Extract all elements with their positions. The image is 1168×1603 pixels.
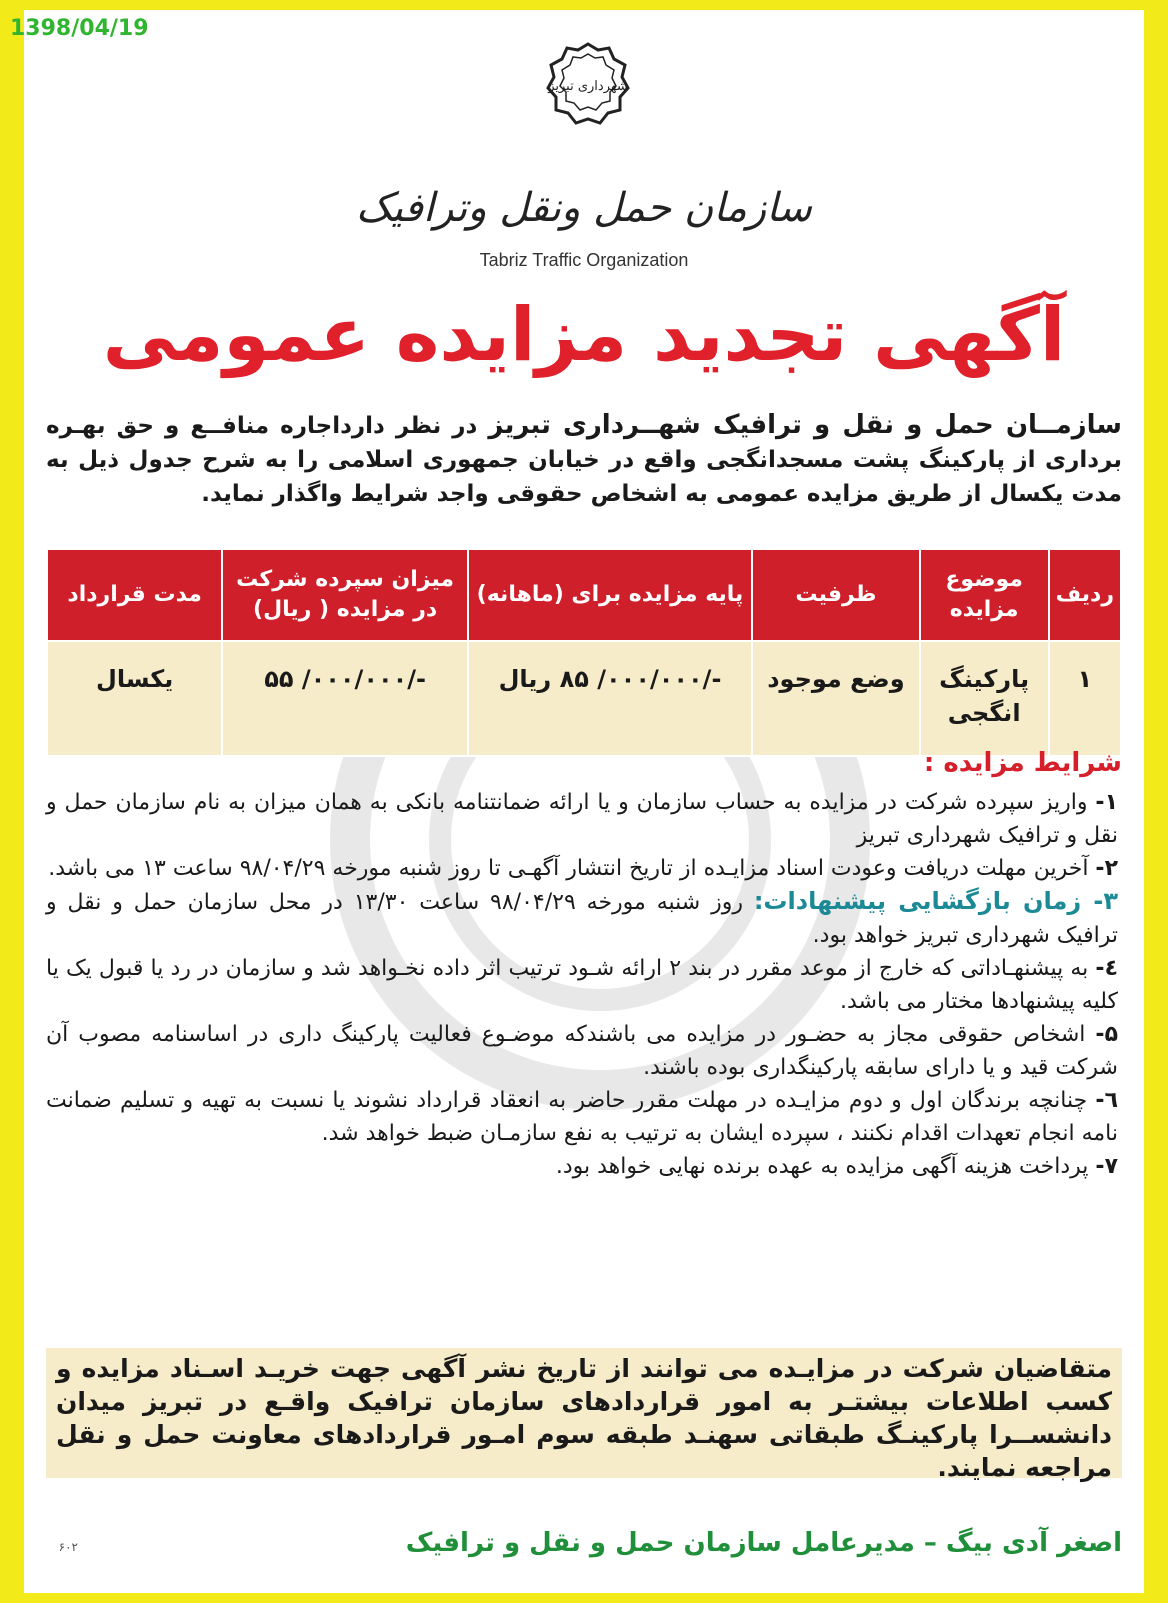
signature: اصغر آدی بیگ – مدیرعامل سازمان حمل و نقل و ترافیک bbox=[405, 1528, 1122, 1558]
condition-text: اشخاص حقوقی مجاز به حضـور در مزایده می باشندکه موضـوع فعالیت پارکینگ داری در اساسنامه مصوب آن شرکت قید و یا دارای سابقه پارکینگداری بوده باشند. bbox=[46, 1022, 1118, 1080]
cell-base-price: -/۰۰۰/۰۰۰/ ۸۵ ریال bbox=[468, 641, 752, 756]
condition-item bbox=[46, 852, 1122, 885]
condition-number: ٤- bbox=[1095, 956, 1118, 981]
ad-code: ۶۰۲ bbox=[58, 1540, 78, 1554]
condition-number: ٦- bbox=[1095, 1088, 1118, 1113]
condition-number: ۳- bbox=[1093, 887, 1118, 915]
condition-number: ۵- bbox=[1095, 1022, 1118, 1047]
condition-text: روز شنبه مورخه ۹۸/۰۴/۲۹ ساعت ۱۳/۳۰ در محل سازمان حمل و نقل و ترافیک شهرداری تبریز خواهد بود. bbox=[46, 890, 1118, 948]
condition-text: پرداخت هزینه آگهی مزایده به عهده برنده نهایی خواهد بود. bbox=[555, 1154, 1096, 1179]
cell-duration: یکسال bbox=[47, 641, 222, 756]
org-name-fa: سازمان حمل ونقل وترافیک bbox=[356, 185, 812, 231]
condition-highlight: زمان بازگشایی پیشنهادات: bbox=[753, 887, 1094, 915]
organization-logo bbox=[0, 40, 1168, 270]
condition-item bbox=[46, 1150, 1122, 1183]
tabriz-emblem-icon bbox=[546, 40, 630, 134]
header-base-price: پایه مزایده برای (ماهانه) bbox=[468, 549, 752, 641]
condition-item bbox=[46, 1084, 1122, 1150]
header-duration: مدت قرارداد bbox=[47, 549, 222, 641]
condition-text: چنانچه برندگان اول و دوم مزایـده در مهلت مقرر حاضر به انعقاد قرارداد نشوند یا نسبت به تهیه و تسلیم ضمانت نامه انجام تعهدات اقدام نکنند ، سپرده ایشان به ترتیب به نفع سازمـان ضبط خواهد شد. bbox=[46, 1088, 1118, 1146]
condition-item bbox=[46, 952, 1122, 1018]
conditions-title: شرایط مزایده : bbox=[923, 748, 1122, 778]
emblem-text: شهرداری تبریز bbox=[548, 79, 628, 94]
condition-number: ۱- bbox=[1095, 790, 1118, 815]
header-row-number: ردیف bbox=[1049, 549, 1121, 641]
cell-deposit: -/۰۰۰/۰۰۰/ ۵۵ bbox=[222, 641, 468, 756]
header-deposit: میزان سپرده شرکت در مزایده ( ریال) bbox=[222, 549, 468, 641]
date-stamp: 1398/04/19 bbox=[10, 16, 149, 41]
intro-text: در نظر دارداجاره منافــع و حق بهـره برداری از پارکینگ پشت مسجدانگجی واقع در خیابان جمهوری اسلامی را به شرح جدول ذیل به مدت یکسال از طریق مزایده عمومی به اشخاص حقوقی واجد شرایط واگذار نماید. bbox=[46, 413, 1122, 507]
intro-paragraph bbox=[46, 408, 1122, 511]
condition-item bbox=[46, 1018, 1122, 1084]
condition-text: به پیشنهـاداتی که خارج از موعد مقرر در بند ۲ ارائه شـود ترتیب اثر داده نخـواهد شد و سازمان در رد یا قبول یک یا کلیه پیشنهادها مختار می باشد. bbox=[46, 956, 1118, 1014]
cell-subject: پارکینگ انگجی bbox=[920, 641, 1049, 756]
condition-number: ۲- bbox=[1095, 856, 1118, 881]
cell-capacity: وضع موجود bbox=[752, 641, 920, 756]
condition-item bbox=[46, 885, 1122, 952]
page-title: آگهی تجدید مزایده عمومی bbox=[102, 292, 1066, 378]
condition-number: ۷- bbox=[1095, 1154, 1118, 1179]
table-header-row bbox=[47, 549, 1121, 641]
condition-text: واریز سپرده شرکت در مزایده به حساب سازمان و یا ارائه ضمانتنامه بانکی به همان میزان به نام سازمان حمل و نقل و ترافیک شهرداری تبریز bbox=[46, 790, 1118, 848]
cell-row-number: ۱ bbox=[1049, 641, 1121, 756]
header-capacity: ظرفیت bbox=[752, 549, 920, 641]
applicant-notice: متقاضیان شرکت در مزایـده می توانند از تاریخ نشر آگهی جهت خریـد اسـناد مزایده و کسب اطلاعات بیشتـر به امور قراردادهای سازمان ترافیک واقـع در تبریز میدان دانشســرا پارکینـگ طبقاتی سهنـد طبقه سوم امـور قراردادهای معاونت حمل و نقل مراجعه نمایند. bbox=[46, 1348, 1122, 1478]
header-subject: موضوع مزایده bbox=[920, 549, 1049, 641]
auction-table bbox=[46, 548, 1122, 757]
condition-item bbox=[46, 786, 1122, 852]
conditions-list bbox=[46, 786, 1122, 1183]
condition-text: آخرین مهلت دریافت وعودت اسناد مزایـده از تاریخ انتشار آگهـی تا روز شنبه مورخه ۹۸/۰۴/۲۹ ساعت ۱۳ می باشد. bbox=[48, 856, 1096, 881]
table-row bbox=[47, 641, 1121, 756]
org-name-en: Tabriz Traffic Organization bbox=[479, 250, 689, 270]
intro-org-name: سازمــان حمل و نقل و ترافیک شهــرداری تبریز bbox=[488, 410, 1122, 440]
